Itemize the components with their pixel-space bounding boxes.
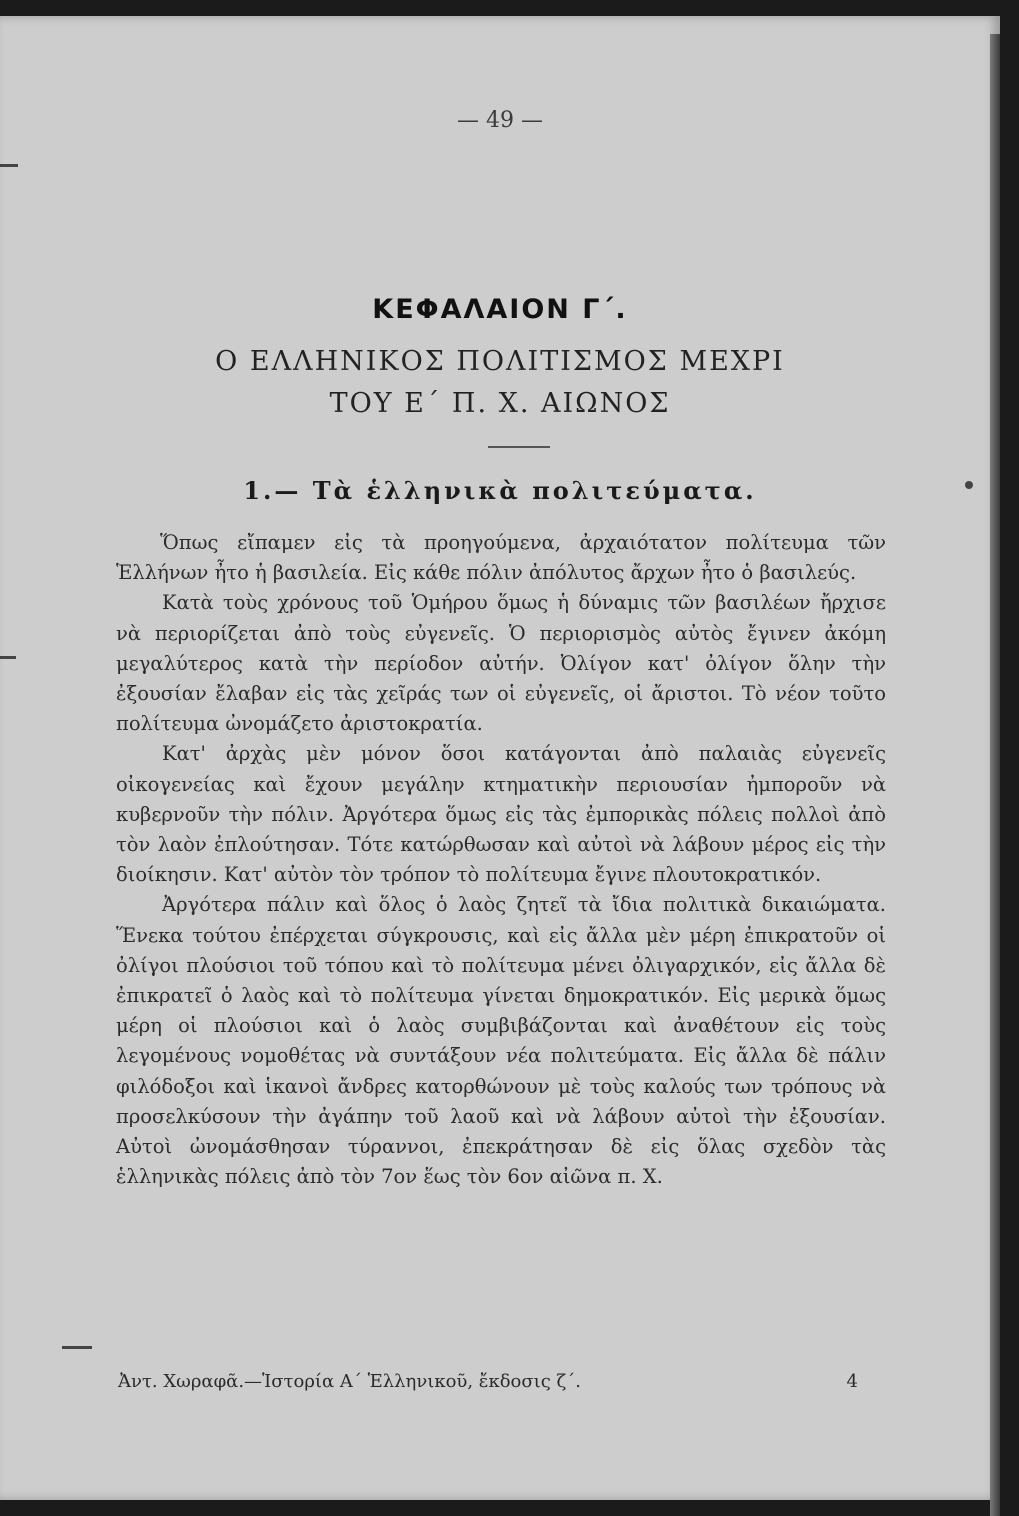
chapter-title: ΚΕΦΑΛΑΙΟΝ Γ΄. [372,294,628,325]
margin-mark [0,164,18,167]
chapter-subtitle-line1: Ο ΕΛΛΗΝΙΚΟΣ ΠΟΛΙΤΙΣΜΟΣ ΜΕΧΡΙ [215,346,785,377]
paragraph: Κατὰ τοὺς χρόνους τοῦ Ὁμήρου ὅμως ἡ δύναμις τῶν βασιλέων ἤρχισε νὰ περιορίζεται ἀπὸ τοὺς εὐγενεῖς. Ὁ περιορισμὸς αὐτὸς ἔγινεν ἀκόμη μεγαλύτερος κατὰ τὴν περίοδον αὐτήν. Ὀλίγον κατ' ὀλίγον ὅλην τὴν ἐξουσίαν ἔλαβαν εἰς τὰς χεῖράς των οἱ εὐγενεῖς, οἱ ἄριστοι. Τὸ νέον τοῦτο πολίτευμα ὠνομάζετο ἀριστοκρατία. [116,591,886,736]
signature-mark: 4 [846,1371,858,1392]
margin-mark [0,656,16,659]
margin-mark [62,1346,92,1349]
chapter-subtitle-line2: ΤΟΥ Ε΄ Π. Χ. ΑΙΩΝΟΣ [329,388,671,419]
paragraph: Ὅπως εἴπαμεν εἰς τὰ προηγούμενα, ἀρχαιότατον πολίτευμα τῶν Ἑλλήνων ἦτο ἡ βασιλεία. Εἰς κάθε πόλιν ἀπόλυτος ἄρχων ἦτο ὁ βασιλεύς. [116,531,886,585]
page-footer [118,1371,858,1392]
book-page [0,16,1000,1500]
paragraph: Κατ' ἀρχὰς μὲν μόνον ὅσοι κατάγονται ἀπὸ παλαιὰς εὐγενεῖς οἰκογενείας καὶ ἔχουν μεγάλην κτηματικὴν περιουσίαν ἠμποροῦν νὰ κυβερνοῦν τὴν πόλιν. Ἀργότερα ὅμως εἰς τὰς ἐμπορικὰς πόλεις πολλοὶ ἀπὸ τὸν λαὸν ἐπλούτησαν. Τότε κατώρθωσαν καὶ αὐτοὶ νὰ λάβουν μέρος εἰς τὴν διοίκησιν. Κατ' αὐτὸν τὸν τρόπον τὸ πολίτευμα ἔγινε πλουτοκρατικόν. [116,742,886,887]
body-text [116,528,886,1192]
page-edge [990,34,1000,1516]
divider-rule [488,446,550,448]
page-number: — 49 — [457,108,543,133]
footer-citation: Ἀντ. Χωραφᾶ.—Ἱστορία Α΄ Ἑλληνικοῦ, ἔκδοσις ζ΄. [118,1371,582,1392]
section-heading: 1.— Τὰ ἑλληνικὰ πολιτεύματα. [243,476,757,505]
paragraph: Ἀργότερα πάλιν καὶ ὅλος ὁ λαὸς ζητεῖ τὰ ἴδια πολιτικὰ δικαιώματα. Ἕνεκα τούτου ἐπέρχεται σύγκρουσις, καὶ εἰς ἄλλα μὲν μέρη ἐπικρατοῦν οἱ ὀλίγοι πλούσιοι τοῦ τόπου καὶ τὸ πολίτευμα μένει ὀλιγαρχικόν, εἰς ἄλλα δὲ ἐπικρατεῖ ὁ λαὸς καὶ τὸ πολίτευμα γίνεται δημοκρατικόν. Εἰς μερικὰ ὅμως μέρη οἱ πλούσιοι καὶ ὁ λαὸς συμβιβάζονται καὶ ἀναθέτουν εἰς τοὺς λεγομένους νομοθέτας νὰ συντάξουν νέα πολιτεύματα. Εἰς ἄλλα δὲ πάλιν φιλόδοξοι καὶ ἱκανοὶ ἄνδρες κατορθώνουν μὲ τοὺς καλούς των τρόπους νὰ προσελκύσουν τὴν ἀγάπην τοῦ λαοῦ καὶ νὰ λάβουν αὐτοὶ τὴν ἐξουσίαν. Αὐτοὶ ὠνομάσθησαν τύραννοι, ἐπεκράτησαν δὲ εἰς ὅλας σχεδὸν τὰς ἑλληνικὰς πόλεις ἀπὸ τὸν 7ον ἕως τὸν 6ον αἰῶνα π. Χ. [116,893,886,1189]
